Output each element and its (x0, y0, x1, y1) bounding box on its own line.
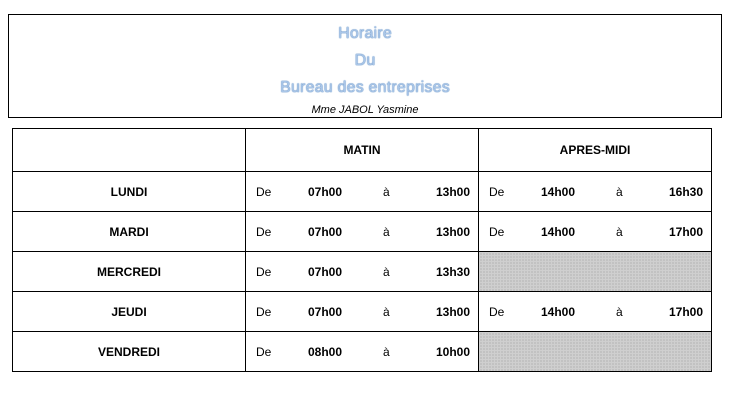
end-time: 10h00 (435, 344, 470, 359)
title-line-3: Bureau des entreprises (280, 79, 450, 96)
table-row (13, 332, 712, 372)
de-label: De (489, 304, 505, 319)
day-cell: VENDREDI (13, 332, 246, 372)
end-time: 17h00 (668, 304, 703, 319)
de-label: De (256, 344, 272, 359)
de-label: De (256, 304, 272, 319)
morning-slot (246, 332, 479, 372)
table-row (13, 172, 712, 212)
header-box (8, 14, 722, 118)
a-label: à (616, 224, 623, 239)
day-cell: JEUDI (13, 292, 246, 332)
morning-slot (246, 292, 479, 332)
closed-afternoon-slot (479, 252, 712, 292)
start-time: 07h00 (308, 184, 343, 199)
afternoon-slot (479, 212, 712, 252)
schedule-table (12, 128, 712, 372)
column-header-afternoon: APRES-MIDI (479, 129, 712, 172)
table-header-row (13, 129, 712, 172)
a-label: à (383, 344, 390, 359)
de-label: De (489, 224, 505, 239)
end-time: 13h00 (435, 304, 470, 319)
closed-afternoon-slot (479, 332, 712, 372)
a-label: à (616, 184, 623, 199)
morning-slot (246, 212, 479, 252)
table-row (13, 212, 712, 252)
a-label: à (383, 304, 390, 319)
morning-slot (246, 172, 479, 212)
end-time: 16h30 (668, 184, 703, 199)
title-line-1: Horaire (338, 25, 392, 42)
afternoon-slot (479, 172, 712, 212)
end-time: 13h30 (435, 264, 470, 279)
start-time: 07h00 (308, 264, 343, 279)
day-cell: MERCREDI (13, 252, 246, 292)
start-time: 07h00 (308, 304, 343, 319)
end-time: 17h00 (668, 224, 703, 239)
de-label: De (256, 184, 272, 199)
day-cell: LUNDI (13, 172, 246, 212)
a-label: à (616, 304, 623, 319)
start-time: 14h00 (541, 224, 576, 239)
table-row (13, 252, 712, 292)
end-time: 13h00 (435, 184, 470, 199)
table-row (13, 292, 712, 332)
start-time: 14h00 (541, 304, 576, 319)
a-label: à (383, 184, 390, 199)
subtitle: Mme JABOL Yasmine (311, 104, 419, 116)
start-time: 14h00 (541, 184, 576, 199)
de-label: De (489, 184, 505, 199)
end-time: 13h00 (435, 224, 470, 239)
column-header-day (13, 129, 246, 172)
de-label: De (256, 224, 272, 239)
start-time: 07h00 (308, 224, 343, 239)
start-time: 08h00 (308, 344, 343, 359)
column-header-morning: MATIN (246, 129, 479, 172)
a-label: à (383, 264, 390, 279)
title-line-2: Du (354, 52, 376, 69)
day-cell: MARDI (13, 212, 246, 252)
de-label: De (256, 264, 272, 279)
morning-slot (246, 252, 479, 292)
afternoon-slot (479, 292, 712, 332)
a-label: à (383, 224, 390, 239)
